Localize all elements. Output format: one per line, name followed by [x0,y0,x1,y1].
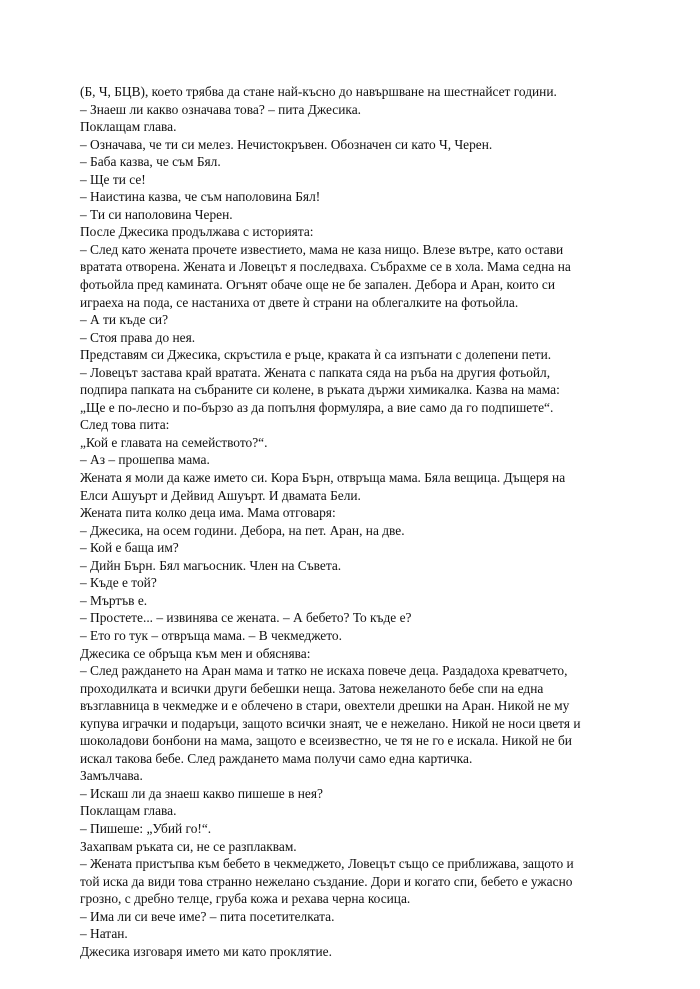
text-line: – Мъртъв е. [80,592,148,608]
text-line: – Има ли си вече име? – пита посетителката. [80,908,335,924]
text-line: Елси Ашуърт и Дейвид Ашуърт. И двамата Бели. [80,487,361,503]
text-line: вратата отворена. Жената и Ловецът я последваха. Събрахме се в хола. Мама седна на [80,259,571,275]
text-line: купува играчки и подаръци, защото всички знаят, че е нежелано. Никой не носи цветя и [80,715,581,731]
text-line: – Ето го тук – отвръща мама. – В чекмеджето. [80,627,342,643]
text-line: – Искаш ли да знаеш какво пишеше в нея? [80,785,323,801]
text-line: Жената пита колко деца има. Мама отговаря: [80,505,336,521]
text-line: – Пишеше: „Убий го!“. [80,820,212,836]
text-line: Захапвам ръката си, не се разплаквам. [80,838,297,854]
text-line: Джесика се обръща към мен и обяснява: [80,645,311,661]
text-line: Замълчава. [80,768,143,784]
text-line: – Стоя права до нея. [80,329,196,345]
text-line: Поклащам глава. [80,803,177,819]
text-line: Представям си Джесика, скръстила е ръце, краката ѝ са изпънати с долепени пети. [80,347,552,363]
text-line: „Кой е главата на семейството?“. [80,434,268,450]
text-line: той иска да види това странно нежелано създание. Дори и когато спи, бебето е ужасно [80,873,573,889]
text-line: фотьойла пред камината. Огънят обаче още не бе запален. Дебора и Аран, които си [80,277,556,293]
text-line: – Баба казва, че съм Бял. [80,154,221,170]
text-line: – След раждането на Аран мама и татко не искаха повече деца. Раздадоха креватчето, [80,663,568,679]
text-line: – Знаеш ли какво означава това? – пита Джесика. [80,101,361,117]
text-line: – Ловецът застава край вратата. Жената с папката сяда на ръба на другия фотьойл, [80,364,551,380]
text-line: проходилката и всички други бебешки неща. Затова нежеланото бебе спи на една [80,680,544,696]
document-page [80,83,640,960]
text-line: – Означава, че ти си мелез. Нечистокръвен. Обозначен си като Ч, Черен. [80,136,493,152]
text-line: – Натан. [80,926,128,942]
text-line: искал такова бебе. След раждането мама получи само една картичка. [80,750,473,766]
text-line: – Къде е той? [80,575,157,591]
text-line: възглавница в чекмедже и е облечено в стари, овехтели дрешки на Аран. Никой не му [80,698,570,714]
text-line: шоколадови бонбони на мама, защото е всеизвестно, че тя не го е искала. Никой не би [80,733,572,749]
text-line: След това пита: [80,417,170,433]
text-line: – Аз – прошепва мама. [80,452,210,468]
text-line: Джесика изговаря името ми като проклятие. [80,943,332,959]
text-line: – Ще ти се! [80,171,146,187]
text-line: После Джесика продължава с историята: [80,224,314,240]
text-line: грозно, с дребно телце, груба кожа и рехава черна косица. [80,891,411,907]
text-line: – Наистина казва, че съм наполовина Бял! [80,189,321,205]
text-line: – Простете... – извинява се жената. – А бебето? То къде е? [80,610,412,626]
text-line: – Дийн Бърн. Бял магьосник. Член на Съвета. [80,557,342,573]
text-line: играеха на пода, се настаниха от двете ѝ страни на облегалките на фотьойла. [80,294,519,310]
text-line: – Джесика, на осем години. Дебора, на пет. Аран, на две. [80,522,405,538]
text-line: Жената я моли да каже името си. Кора Бърн, отвръща мама. Бяла вещица. Дъщеря на [80,470,566,486]
text-line: – Кой е баща им? [80,540,179,556]
text-line: – След като жената прочете известието, мама не каза нищо. Влезе вътре, като остави [80,241,564,257]
text-line: подпира папката на събраните си колене, в ръката държи химикалка. Казва на мама: [80,382,560,398]
text-line: Поклащам глава. [80,119,177,135]
text-line: (Б, Ч, БЦВ), което трябва да стане най-късно до навършване на шестнайсет години. [80,84,557,99]
text-line: „Ще е по-лесно и по-бързо аз да попълня формуляра, а вие само да го подпишете“. [80,399,554,415]
text-line: – А ти къде си? [80,312,169,328]
text-line: – Жената пристъпва към бебето в чекмеджето, Ловецът също се приближава, защото и [80,856,574,872]
text-line: – Ти си наполовина Черен. [80,206,233,222]
